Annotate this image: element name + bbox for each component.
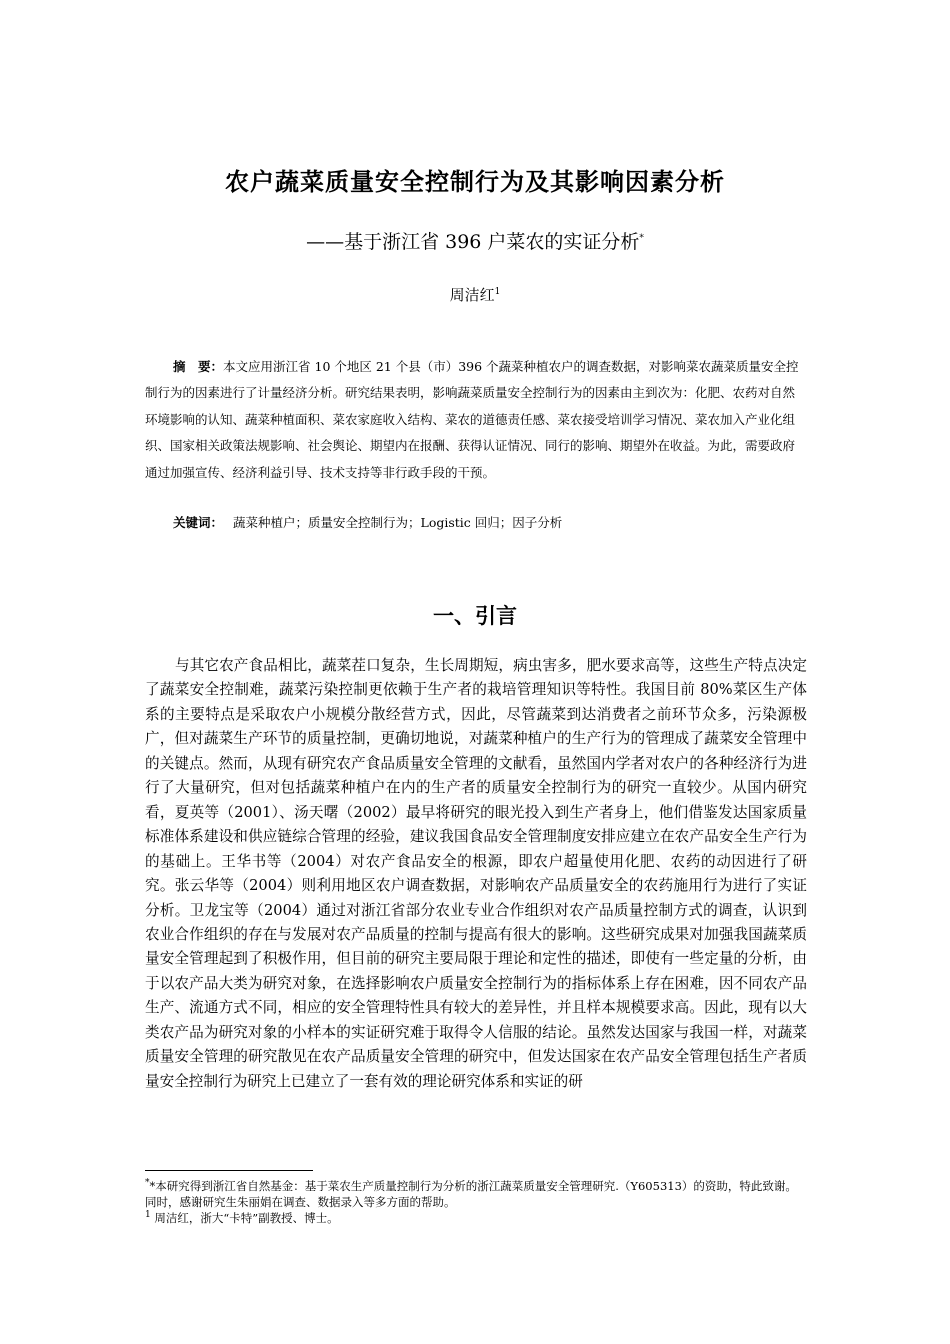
abstract <box>145 354 805 486</box>
abstract-label: 摘 要： <box>173 359 224 374</box>
author-line <box>0 284 950 305</box>
subtitle-footnote-mark[interactable]: * <box>639 233 644 244</box>
keywords-label: 关键词： <box>173 515 224 530</box>
footnote-funding-text: *本研究得到浙江省自然基金：基于菜农生产质量控制行为分析的浙江蔬菜质量安全管理研究.（Y605313）的资助，特此致谢。同时，感谢研究生朱丽娟在调查、数据录入等多方面的帮助。 <box>145 1179 797 1209</box>
footnote-author-text: 周洁红，浙大“卡特”副教授、博士。 <box>150 1211 339 1225</box>
section-heading-introduction: 一、引言 <box>433 604 517 628</box>
footnote-funding <box>145 1178 807 1210</box>
footnote-divider <box>145 1170 313 1171</box>
paper-title: 农户蔬菜质量安全控制行为及其影响因素分析 <box>225 168 725 196</box>
footnote-funding-mark: * <box>145 1178 150 1189</box>
abstract-text: 本文应用浙江省 10 个地区 21 个县（市）396 个蔬菜种植农户的调查数据，对影响菜农蔬菜质量安全控制行为的因素进行了计量经济分析。研究结果表明，影响蔬菜质量安全控制行为的因素由主到次为：化肥、农药对自然环境影响的认知、蔬菜种植面积、菜农家庭收入结构、菜农的道德责任感、菜农接受培训学习情况、菜农加入产业化组织、国家相关政策法规影响、社会舆论、期望内在报酬、获得认证情况、同行的影响、期望外在收益。为此，需要政府通过加强宣传、经济利益引导、技术支持等非行政手段的干预。 <box>145 359 799 480</box>
keywords-text: 蔬菜种植户；质量安全控制行为；Logistic 回归；因子分析 <box>233 515 563 530</box>
footnote-author-mark: 1 <box>145 1210 151 1221</box>
introduction-paragraph: 与其它农产食品相比，蔬菜茬口复杂，生长周期短，病虫害多，肥水要求高等，这些生产特点决定了蔬菜安全控制难，蔬菜污染控制更依赖于生产者的栽培管理知识等特性。我国目前 80%菜区生产体系的主要特点是采取农户小规模分散经营方式，因此，尽管蔬菜到达消费者之前环节众多，污染源极广，但对蔬菜生产环节的质量控制，更确切地说，对蔬菜种植户的生产行为的管理成了蔬菜安全管理中的关键点。然而，从现有研究农产食品质量安全管理的文献看，虽然国内学者对农户的各种经济行为进行了大量研究，但对包括蔬菜种植户在内的生产者的质量安全控制行为的研究一直较少。从国内研究看，夏英等（2001）、汤天曙（2002）最早将研究的眼光投入到生产者身上，他们借鉴发达国家质量标准体系建设和供应链综合管理的经验，建议我国食品安全管理制度安排应建立在农产品安全生产行为的基础上。王华书等（2004）对农产食品安全的根源，即农户超量使用化肥、农药的动因进行了研究。张云华等（2004）则利用地区农户调查数据，对影响农产品质量安全的农药施用行为进行了实证分析。卫龙宝等（2004）通过对浙江省部分农业专业合作组织对农产品质量控制方式的调查，认识到农业合作组织的存在与发展对农产品质量的控制与提高有很大的影响。这些研究成果对加强我国蔬菜质量安全管理起到了积极作用，但目前的研究主要局限于理论和定性的描述，即使有一些定量的分析，由于以农产品大类为研究对象，在选择影响农户质量安全控制行为的指标体系上存在困难，因不同农产品生产、流通方式不同，相应的安全管理特性具有较大的差异性，并且样本规模要求高。因此，现有以大类农产品为研究对象的小样本的实证研究难于取得令人信服的结论。虽然发达国家与我国一样，对蔬菜质量安全管理的研究散见在农产品质量安全管理的研究中，但发达国家在农产品安全管理包括生产者质量安全控制行为研究上已建立了一套有效的理论研究体系和实证的研 <box>145 657 807 1090</box>
footnotes <box>145 1178 807 1226</box>
subtitle-text: ——基于浙江省 396 户菜农的实证分析 <box>306 231 640 253</box>
keywords <box>173 512 813 534</box>
author-footnote-mark[interactable]: 1 <box>494 287 501 297</box>
paper-subtitle <box>0 227 950 254</box>
author-name: 周洁红 <box>449 286 495 304</box>
footnote-author <box>145 1210 807 1226</box>
